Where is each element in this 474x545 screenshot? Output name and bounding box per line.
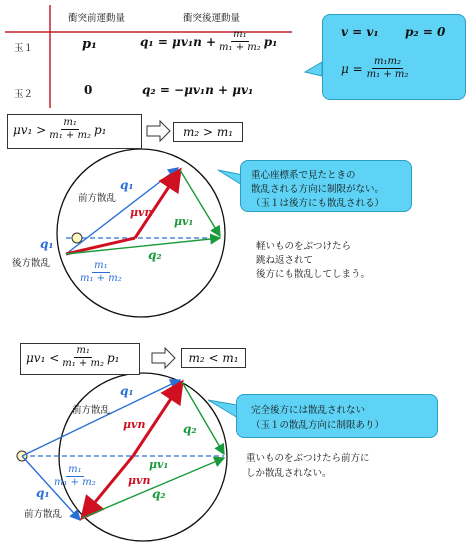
arrow-right-icon-2 — [152, 348, 175, 368]
case1-note-line2: 跳ね返されて — [256, 255, 314, 266]
table-row1-before: p₁ — [82, 37, 97, 52]
case2-callout — [236, 394, 438, 438]
case1-q2-arrow — [66, 238, 220, 254]
case1-cond-frac — [49, 118, 91, 141]
case1-result-box: m₂ > m₁ — [173, 122, 243, 142]
case2-callout-line1: 完全後方には散乱されない — [251, 405, 366, 416]
case1-callout-line3: （玉１は後方にも散乱される） — [251, 198, 385, 209]
case2-result-box: m₂ < m₁ — [181, 348, 246, 368]
callout-v-eq: v = v₁ — [341, 25, 379, 39]
case1-label-forward: 前方散乱 — [78, 193, 117, 204]
table-row2-after: q₂ = −μv₁n + μv₁ — [142, 83, 254, 97]
case2-cond-den: m₁ + m₂ — [62, 358, 104, 369]
case1-ball — [72, 233, 82, 243]
table-row1-frac — [219, 30, 261, 53]
case1-condition-box — [7, 114, 142, 149]
case2-q1-top-arrow — [22, 380, 180, 456]
table-header-before: 衝突前運動量 — [68, 13, 126, 24]
case1-cond-right: p₁ — [93, 122, 107, 137]
case2-label-forward-top: 前方散乱 — [72, 405, 111, 416]
case2-label-q1-top: q₁ — [120, 384, 134, 398]
case1-cond-den: m₁ + m₂ — [49, 130, 91, 141]
case1-label-q1-top: q₁ — [120, 178, 134, 192]
case2-mass-frac-den: m₁ + m₂ — [54, 477, 96, 488]
case2-condition — [26, 346, 119, 369]
case2-label-muvn-bottom: μvn — [128, 474, 151, 487]
case2-cond-right: p₁ — [106, 350, 120, 365]
top-callout — [322, 14, 466, 100]
case2-label-muv1: μv₁ — [149, 458, 169, 471]
case1-callout-line1: 重心座標系で見たときの — [251, 170, 356, 181]
case2-condition-box — [20, 343, 140, 375]
callout-mu-eq — [341, 57, 408, 80]
table-header-after: 衝突後運動量 — [183, 13, 241, 24]
case2-label-q2-bottom: q₂ — [152, 487, 166, 501]
case1-note-line3: 後方にも散乱してしまう。 — [256, 269, 371, 280]
case1-callout-line2: 散乱される方向に制限がない。 — [251, 184, 385, 195]
case2-cond-num: m₁ — [76, 345, 90, 356]
table-row1-frac-den: m₁ + m₂ — [219, 42, 261, 53]
callout-mu-frac — [367, 57, 409, 80]
case1-condition — [13, 118, 106, 141]
table-row2-before: 0 — [84, 83, 93, 97]
callout-mu-den: m₁ + m₂ — [366, 69, 409, 80]
case1-cond-num: m₁ — [63, 117, 77, 128]
case2-mass-frac — [54, 465, 96, 488]
case2-cond-frac — [62, 346, 104, 369]
case1-mass-frac — [80, 261, 122, 284]
case1-label-q1-left: q₁ — [40, 237, 54, 251]
callout-tail-top — [305, 62, 322, 76]
case1-label-backward: 後方散乱 — [12, 258, 51, 269]
case2-callout-line2: （玉１の散乱方向に制限あり） — [251, 420, 385, 431]
case1-note-line1: 軽いものをぶつけたら — [256, 241, 352, 252]
case2-label-q1-bottom: q₁ — [36, 486, 50, 500]
case2-label-q2-top: q₂ — [183, 422, 197, 436]
table-row1-frac-num: m₁ — [233, 29, 247, 40]
case1-mass-frac-den: m₁ + m₂ — [80, 273, 122, 284]
case1-label-q2: q₂ — [148, 248, 162, 262]
table-row1-after — [140, 30, 277, 53]
table-row2-label: 玉２ — [14, 89, 34, 100]
case1-label-muv1: μv₁ — [174, 215, 194, 228]
case2-note-line2: しか散乱されない。 — [246, 468, 332, 479]
case1-cond-left: μv₁ > — [13, 122, 47, 137]
case2-mass-frac-num: m₁ — [68, 464, 82, 475]
case2-label-muvn-top: μvn — [123, 418, 146, 431]
table-row1-after-right: p₁ — [263, 34, 278, 49]
case1-mass-frac-num: m₁ — [94, 260, 108, 271]
table-row1-after-left: q₁ = μv₁n + — [140, 34, 217, 49]
case1-label-muvn: μvn — [130, 206, 153, 219]
case1-callout — [240, 160, 412, 212]
arrow-right-icon-1 — [147, 121, 170, 141]
case2-mass-frac-inner — [54, 465, 96, 488]
callout-p2-eq: p₂ = 0 — [405, 25, 446, 39]
callout-mu-left: μ = — [341, 61, 363, 76]
case2-label-forward-bottom: 前方散乱 — [24, 509, 63, 520]
table-row1-label: 玉１ — [14, 43, 34, 54]
case2-note-line1: 重いものをぶつけたら前方に — [246, 453, 370, 464]
case2-cond-left: μv₁ < — [26, 350, 60, 365]
case1-circle — [57, 149, 225, 317]
case1-mass-frac-inner — [80, 261, 122, 284]
callout-mu-num: m₁m₂ — [374, 56, 402, 67]
